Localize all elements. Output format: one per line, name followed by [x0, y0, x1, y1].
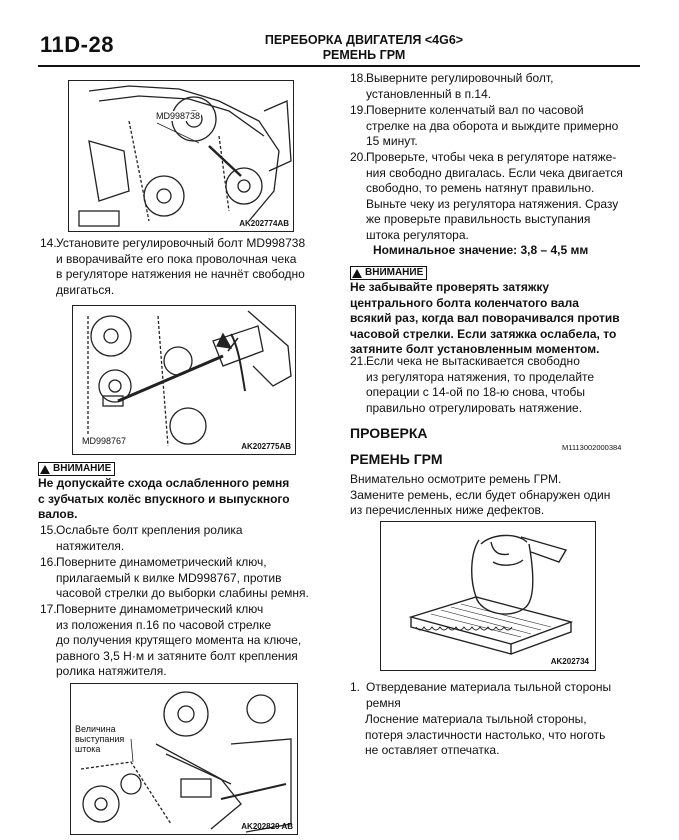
step-21 [350, 354, 650, 416]
figure-belt-hardening [380, 521, 596, 671]
engine-drawing-3 [71, 684, 297, 834]
item-number: 1. [350, 680, 361, 694]
step-text: Поверните динамометрический ключ из положения п.16 по часовой стрелке до получения крутящего момента на ключе, равного 3,5 Н·м и затяните болт крепления ролика натяжителя. [56, 602, 302, 679]
step-number: 19. [350, 103, 367, 117]
warning-icon [40, 465, 50, 474]
step-number: 18. [350, 71, 367, 85]
figure-torque-wrench [72, 305, 296, 455]
engine-drawing-2 [73, 306, 295, 454]
warning-text: Не допускайте схода ослабленного ремня с зубчатых колёс впускного и выпускного валов. [38, 476, 290, 522]
defect-1-description: Лоснение материала тыльной стороны, потеря эластичности настолько, что ноготь не оставляет отпечатка. [365, 712, 606, 758]
figure-code: AK202829 AB [241, 822, 293, 831]
page-title: ПЕРЕБОРКА ДВИГАТЕЛЯ <4G6> [264, 33, 464, 47]
figure-rod-protrusion [70, 683, 298, 835]
warning-icon [352, 269, 362, 278]
figure-code: AK202774AB [239, 219, 289, 228]
section-heading-check: ПРОВЕРКА [350, 425, 428, 441]
step-text: Поверните динамометрический ключ, прилагаемый к вилке MD998767, против часовой стрелки до выборки слабины ремня. [56, 555, 309, 601]
tool-label-md998767: MD998767 [82, 436, 127, 446]
step-text: Проверьте, чтобы чека в регуляторе натяже- ния свободно двигалась. Если чека двигается свободно, то ремень натянут правильно. Выньте чеку из регулятора натяжения. Сразу же проверьте правильность выступания штока регулятора. [366, 150, 623, 242]
step-text: Установите регулировочный болт MD998738 и вворачивайте его пока проволочная чека в регуляторе натяжения не начнёт свободно двигаться. [56, 236, 306, 297]
step-text: Если чека не вытаскивается свободно из регулятора натяжения, то проделайте операции с 14-ой по 18-ю снова, чтобы правильно отрегулировать натяжение. [366, 354, 595, 415]
step-15 [40, 523, 330, 554]
warning-label: ВНИМАНИЕ [365, 267, 424, 278]
step-number: 21. [350, 354, 367, 368]
warning-text: Не забывайте проверять затяжку центрального болта коленчатого вала всякий раз, когда вал поворачивался против часовой стрелки. Если затяжка ослабела, то затяните болт установленным моментом. [350, 280, 620, 357]
tool-label-md998738: MD998738 [156, 111, 201, 121]
step-17 [40, 602, 330, 680]
defect-1 [350, 680, 650, 711]
warning-label: ВНИМАНИЕ [53, 463, 112, 474]
step-18 [350, 71, 650, 102]
step-16 [40, 555, 330, 602]
step-number: 15. [40, 523, 57, 537]
page-number: 11D-28 [40, 32, 114, 57]
step-number: 17. [40, 602, 57, 616]
step-number: 16. [40, 555, 57, 569]
rod-protrusion-label-3: штока [75, 744, 101, 754]
step-text: Ослабьте болт крепления ролика натяжителя. [56, 523, 243, 553]
step-14 [40, 236, 330, 298]
belt-drawing [381, 522, 595, 670]
warning-badge [350, 266, 427, 280]
step-number: 14. [40, 236, 57, 250]
rod-protrusion-label-1: Величина [75, 724, 116, 734]
step-text: Поверните коленчатый вал по часовой стрелке на два оборота и выждите примерно 15 минут. [366, 103, 619, 149]
nominal-value: Номинальное значение: 3,8 – 4,5 мм [373, 243, 589, 257]
belt-intro: Внимательно осмотрите ремень ГРМ. Замените ремень, если будет обнаружен один из перечисленных ниже дефектов. [350, 472, 611, 518]
step-20 [350, 150, 650, 244]
item-text: Отвердевание материала тыльной стороны ремня [366, 680, 612, 710]
step-text: Выверните регулировочный болт, установленный в п.14. [366, 71, 554, 101]
header-divider [38, 65, 640, 67]
rod-protrusion-label-2: выступания [75, 734, 125, 744]
figure-code: AK202734 [550, 657, 589, 666]
step-19 [350, 103, 650, 150]
warning-badge [38, 462, 115, 476]
section-code: M1113002000384 [562, 443, 622, 452]
engine-drawing-1 [69, 81, 293, 231]
page-subtitle: РЕМЕНЬ ГРМ [322, 48, 406, 62]
figure-adjusting-bolt [68, 80, 294, 232]
step-number: 20. [350, 150, 367, 164]
section-heading-belt: РЕМЕНЬ ГРМ [350, 451, 443, 467]
figure-code: AK202775AB [241, 442, 291, 451]
